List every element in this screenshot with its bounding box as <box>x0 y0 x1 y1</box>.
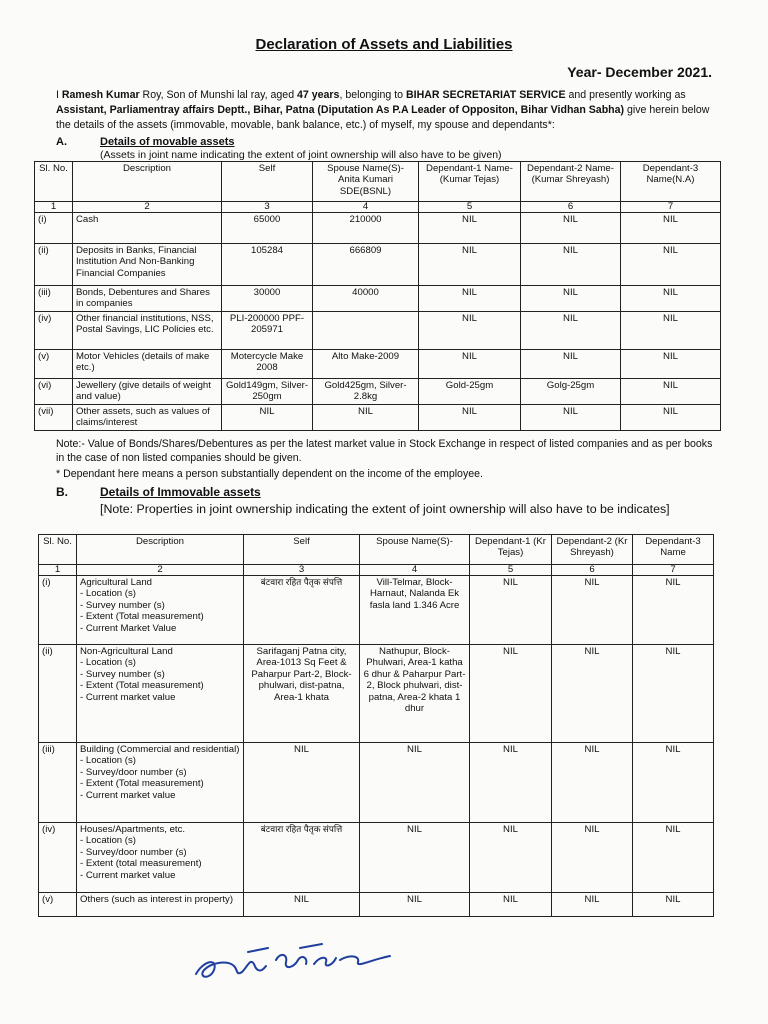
dependant-1-cell: NIL <box>470 893 552 917</box>
column-index: 5 <box>419 202 521 213</box>
section-a-heading <box>56 136 235 148</box>
self-cell: Sarifaganj Patna city, Area-1013 Sq Feet & Paharpur Part-2, Block-phulwari, dist-patna, Area-1 khata <box>244 645 360 743</box>
movable-asset-row <box>35 350 721 379</box>
intro-text-3: , belonging to <box>339 89 407 101</box>
dependant-2-cell: NIL <box>521 286 621 312</box>
declarant-service: BIHAR SECRETARIAT SERVICE <box>406 89 566 101</box>
header-dependant-3: Dependant-3 Name <box>633 535 714 565</box>
description-cell: Others (such as interest in property) <box>77 893 244 917</box>
description-cell: Deposits in Banks, Financial Institution And Non-Banking Financial Companies <box>73 244 222 286</box>
dependant-3-cell: NIL <box>621 213 721 244</box>
dependant-1-cell: Gold-25gm <box>419 379 521 405</box>
sl-no-cell: (v) <box>39 893 77 917</box>
section-b-letter: B. <box>56 485 68 499</box>
section-a-letter: A. <box>56 136 67 148</box>
sl-no-cell: (iii) <box>39 743 77 823</box>
dependant-2-cell: NIL <box>521 350 621 379</box>
column-index: 1 <box>35 202 73 213</box>
immovable-assets-table <box>38 534 714 917</box>
dependant-2-cell: NIL <box>521 244 621 286</box>
dependant-1-cell: NIL <box>470 645 552 743</box>
dependant-3-cell: NIL <box>621 312 721 350</box>
dependant-3-cell: NIL <box>633 576 714 645</box>
description-cell: Building (Commercial and residential) - Location (s) - Survey/door number (s) - Extent (Total measurement) - Current market value <box>77 743 244 823</box>
dependant-3-cell: NIL <box>621 244 721 286</box>
dependant-1-cell: NIL <box>470 576 552 645</box>
intro-text-4: and presently working as <box>565 89 686 101</box>
header-dependant-2: Dependant-2 (Kr Shreyash) <box>552 535 633 565</box>
immovable-asset-row <box>39 893 714 917</box>
dependant-2-cell: NIL <box>552 823 633 893</box>
header-dependant-1: Dependant-1 (Kr Tejas) <box>470 535 552 565</box>
column-index: 4 <box>360 565 470 576</box>
column-index: 7 <box>621 202 721 213</box>
header-sl-no: Sl. No. <box>39 535 77 565</box>
description-cell: Other financial institutions, NSS, Postal Savings, LIC Policies etc. <box>73 312 222 350</box>
header-spouse: Spouse Name(S)- Anita Kumari SDE(BSNL) <box>313 162 419 202</box>
dependant-3-cell: NIL <box>621 286 721 312</box>
header-dependant-3: Dependant-3 Name(N.A) <box>621 162 721 202</box>
section-b-title: Details of Immovable assets <box>100 485 261 499</box>
description-cell: Jewellery (give details of weight and value) <box>73 379 222 405</box>
header-sl-no: Sl. No. <box>35 162 73 202</box>
intro-text-2: Roy, Son of Munshi lal ray, aged <box>139 89 298 101</box>
description-cell: Other assets, such as values of claims/interest <box>73 405 222 431</box>
sl-no-cell: (v) <box>35 350 73 379</box>
sl-no-cell: (vii) <box>35 405 73 431</box>
dependant-3-cell: NIL <box>621 350 721 379</box>
movable-asset-row <box>35 244 721 286</box>
intro-text-5: give herein below the details of the assets (immovable, movable, bank balance, etc.) of myself, my spouse and dependants*: <box>56 104 710 131</box>
description-cell: Non-Agricultural Land - Location (s) - Survey number (s) - Extent (Total measurement) - Current market value <box>77 645 244 743</box>
intro-paragraph <box>56 88 718 133</box>
sl-no-cell: (iii) <box>35 286 73 312</box>
dependant-1-cell: NIL <box>419 350 521 379</box>
dependant-2-cell: NIL <box>552 645 633 743</box>
description-cell: Agricultural Land - Location (s) - Survey number (s) - Extent (Total measurement) - Current Market Value <box>77 576 244 645</box>
column-index: 4 <box>313 202 419 213</box>
spouse-cell: NIL <box>313 405 419 431</box>
section-a-title: Details of movable assets <box>100 136 235 148</box>
sl-no-cell: (iv) <box>39 823 77 893</box>
column-index: 6 <box>521 202 621 213</box>
description-cell: Motor Vehicles (details of make etc.) <box>73 350 222 379</box>
header-spouse: Spouse Name(S)- <box>360 535 470 565</box>
dependant-1-cell: NIL <box>419 405 521 431</box>
column-index: 2 <box>73 202 222 213</box>
movable-asset-row <box>35 405 721 431</box>
self-cell: बंटवारा रहित पैतृक संपत्ति <box>244 576 360 645</box>
column-index: 3 <box>222 202 313 213</box>
header-self: Self <box>222 162 313 202</box>
document-title: Declaration of Assets and Liabilities <box>255 36 513 53</box>
self-cell: बंटवारा रहित पैतृक संपत्ति <box>244 823 360 893</box>
dependant-2-cell: NIL <box>521 405 621 431</box>
dependant-3-cell: NIL <box>621 379 721 405</box>
immovable-asset-row <box>39 823 714 893</box>
valuation-note: Note:- Value of Bonds/Shares/Debentures as per the latest market value in Stock Exchange in respect of listed companies and as per books in the case of non listed companies should be given. <box>56 438 713 464</box>
header-description: Description <box>73 162 222 202</box>
handwritten-signature <box>190 930 400 990</box>
self-cell: 105284 <box>222 244 313 286</box>
movable-asset-row <box>35 213 721 244</box>
dependant-2-cell: Golg-25gm <box>521 379 621 405</box>
spouse-cell <box>313 312 419 350</box>
spouse-cell: 40000 <box>313 286 419 312</box>
spouse-cell: NIL <box>360 893 470 917</box>
immovable-asset-row <box>39 645 714 743</box>
movable-assets-table <box>34 161 721 431</box>
dependant-1-cell: NIL <box>419 244 521 286</box>
column-index: 3 <box>244 565 360 576</box>
declarant-name: Ramesh Kumar <box>61 89 140 101</box>
spouse-cell: Gold425gm, Silver-2.8kg <box>313 379 419 405</box>
column-index: 1 <box>39 565 77 576</box>
dependant-2-cell: NIL <box>552 893 633 917</box>
spouse-cell: Nathupur, Block-Phulwari, Area-1 katha 6 dhur & Paharpur Part-2, Block phulwari, dist-patna, Area-2 khata 1 dhur <box>360 645 470 743</box>
header-dependant-1: Dependant-1 Name- (Kumar Tejas) <box>419 162 521 202</box>
spouse-cell: NIL <box>360 823 470 893</box>
dependant-3-cell: NIL <box>621 405 721 431</box>
dependant-3-cell: NIL <box>633 823 714 893</box>
spouse-cell: Alto Make-2009 <box>313 350 419 379</box>
dependant-3-cell: NIL <box>633 645 714 743</box>
immovable-asset-row <box>39 743 714 823</box>
section-a-subtitle: (Assets in joint name indicating the extent of joint ownership will also have to be given) <box>100 149 502 161</box>
self-cell: 30000 <box>222 286 313 312</box>
dependant-1-cell: NIL <box>470 743 552 823</box>
sl-no-cell: (vi) <box>35 379 73 405</box>
section-b-heading <box>56 485 261 499</box>
dependant-note: * Dependant here means a person substantially dependent on the income of the employee. <box>56 468 483 480</box>
movable-asset-row <box>35 286 721 312</box>
description-cell: Bonds, Debentures and Shares in companies <box>73 286 222 312</box>
sl-no-cell: (i) <box>39 576 77 645</box>
dependant-1-cell: NIL <box>470 823 552 893</box>
column-index: 7 <box>633 565 714 576</box>
column-index: 5 <box>470 565 552 576</box>
declaration-year: Year- December 2021. <box>567 64 712 80</box>
dependant-2-cell: NIL <box>552 743 633 823</box>
section-b-subtitle: [Note: Properties in joint ownership indicating the extent of joint ownership will also have to be indicates] <box>100 502 670 516</box>
dependant-3-cell: NIL <box>633 743 714 823</box>
description-cell: Houses/Apartments, etc. - Location (s) - Survey/door number (s) - Extent (total measurement) - Current market value <box>77 823 244 893</box>
declarant-age: 47 years <box>297 89 340 101</box>
self-cell: 65000 <box>222 213 313 244</box>
dependant-2-cell: NIL <box>552 576 633 645</box>
movable-asset-row <box>35 312 721 350</box>
header-description: Description <box>77 535 244 565</box>
immovable-asset-row <box>39 576 714 645</box>
self-cell: PLI-200000 PPF-205971 <box>222 312 313 350</box>
spouse-cell: NIL <box>360 743 470 823</box>
sl-no-cell: (iv) <box>35 312 73 350</box>
column-index: 6 <box>552 565 633 576</box>
dependant-1-cell: NIL <box>419 312 521 350</box>
sl-no-cell: (ii) <box>35 244 73 286</box>
dependant-2-cell: NIL <box>521 312 621 350</box>
self-cell: Motercycle Make 2008 <box>222 350 313 379</box>
spouse-cell: 666809 <box>313 244 419 286</box>
header-self: Self <box>244 535 360 565</box>
self-cell: NIL <box>244 893 360 917</box>
column-index: 2 <box>77 565 244 576</box>
dependant-3-cell: NIL <box>633 893 714 917</box>
sl-no-cell: (i) <box>35 213 73 244</box>
spouse-cell: Vill-Telmar, Block-Harnaut, Nalanda Ek fasla land 1.346 Acre <box>360 576 470 645</box>
intro-text-1: I <box>56 89 62 101</box>
dependant-1-cell: NIL <box>419 213 521 244</box>
self-cell: NIL <box>244 743 360 823</box>
self-cell: NIL <box>222 405 313 431</box>
description-cell: Cash <box>73 213 222 244</box>
dependant-2-cell: NIL <box>521 213 621 244</box>
sl-no-cell: (ii) <box>39 645 77 743</box>
declarant-post: Assistant, Parliamentray affairs Deptt., Bihar, Patna (Diputation As P.A Leader of Oppositon, Bihar Vidhan Sabha) <box>56 104 625 116</box>
spouse-cell: 210000 <box>313 213 419 244</box>
self-cell: Gold149gm, Silver-250gm <box>222 379 313 405</box>
dependant-1-cell: NIL <box>419 286 521 312</box>
movable-asset-row <box>35 379 721 405</box>
header-dependant-2: Dependant-2 Name- (Kumar Shreyash) <box>521 162 621 202</box>
